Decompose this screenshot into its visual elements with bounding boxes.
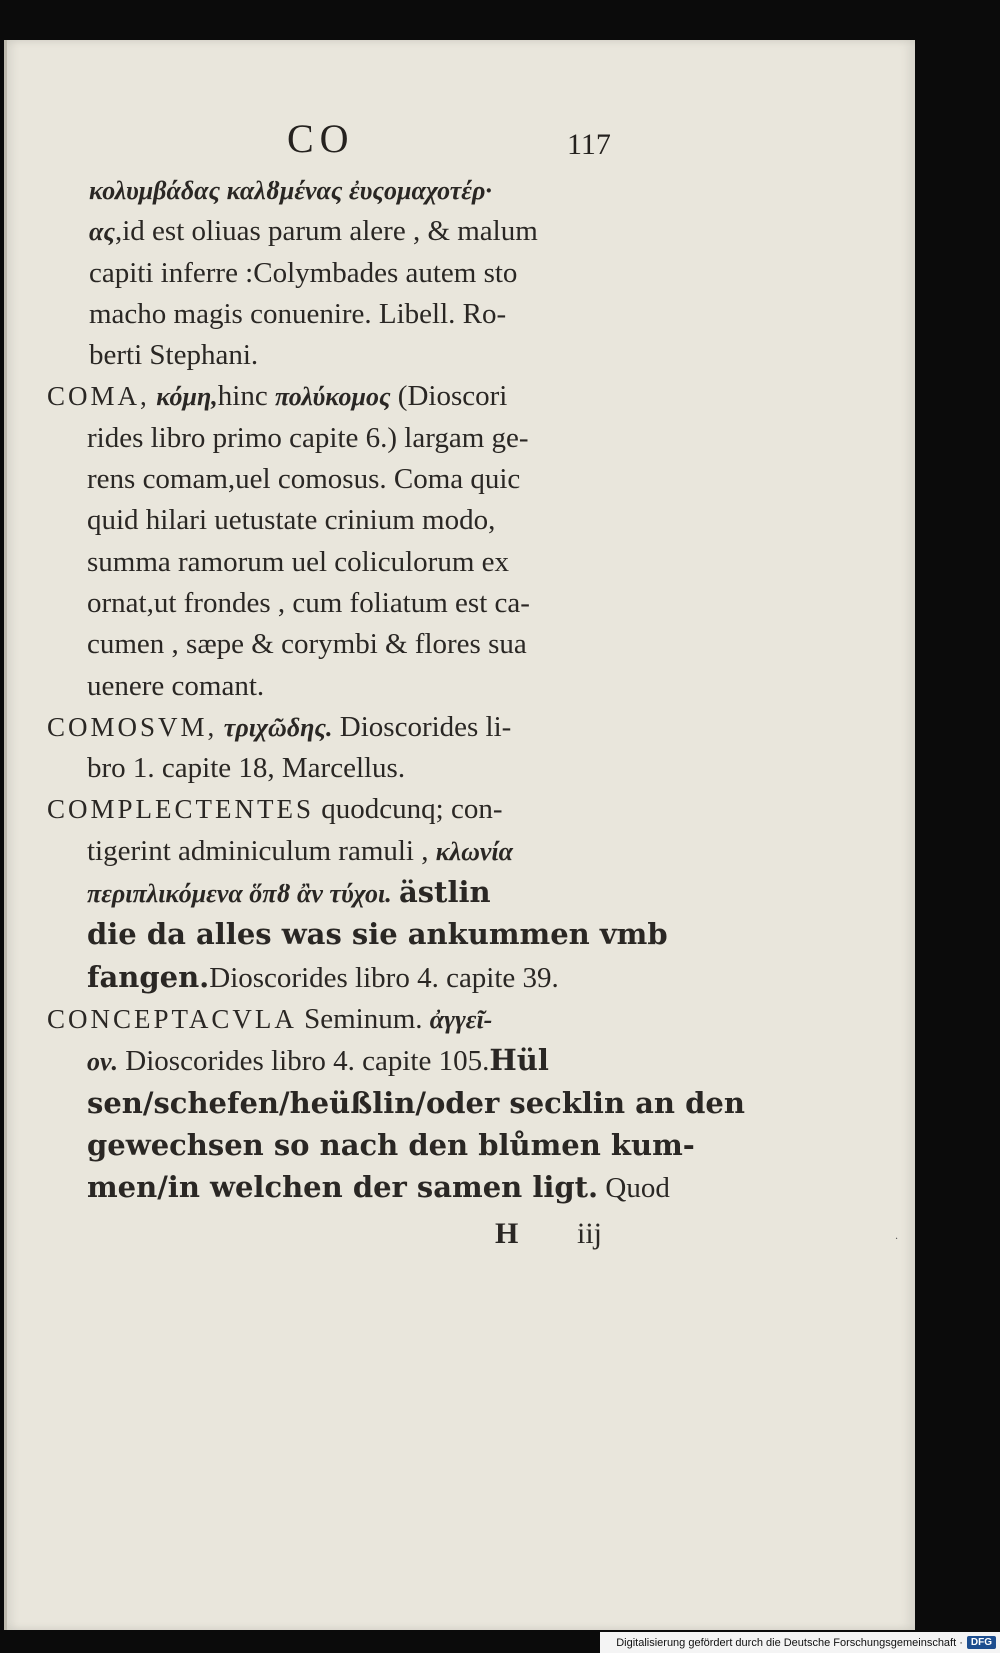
text-line [37, 500, 677, 541]
greek-text: ἀγγεῖ- [429, 1004, 493, 1034]
text-line [37, 1040, 677, 1082]
greek-text: ον. [87, 1047, 119, 1077]
entry-coma [37, 376, 677, 706]
entry-conceptacula [37, 999, 745, 1209]
text-line [37, 253, 677, 294]
text-line [37, 170, 677, 211]
latin-text: berti Stephani. [89, 339, 259, 372]
text-line [37, 999, 677, 1040]
greek-text: τριχῶδης. [217, 712, 333, 742]
latin-text: ,id est oliuas parum alere , & malum [114, 215, 538, 248]
text-line [37, 707, 677, 748]
edge-mark: · [895, 1234, 899, 1245]
text-line [37, 831, 677, 872]
text-line [37, 624, 677, 665]
greek-text: κόμη, [149, 382, 218, 412]
entry-cont [37, 170, 677, 376]
latin-text: quid hilari uetustate crinium modo, [87, 504, 496, 537]
latin-text: capiti inferre :Colymbades autem sto [89, 256, 518, 289]
text-line [37, 376, 677, 417]
latin-text: cumen , sæpe & corymbi & flores sua [87, 628, 527, 661]
latin-text: Dioscorides libro 4. capite 39. [209, 961, 559, 994]
lemma: COMPLECTENTES [47, 794, 315, 825]
latin-text: (Dioscori [390, 380, 508, 413]
dictionary-entries [37, 170, 745, 1209]
lemma: CONCEPTACVLA [47, 1003, 297, 1034]
german-text: die da alles was sie ankummen vmb [87, 917, 668, 952]
greek-text: περιπλικόμενα ὅπȣ ἂν τύχοι. [87, 879, 392, 909]
text-line [37, 666, 677, 707]
text-line [37, 211, 677, 252]
latin-text: summa ramorum uel coliculorum ex [87, 545, 510, 578]
text-line [37, 872, 677, 914]
entry-comosum [37, 707, 677, 790]
latin-text: rens comam,uel comosus. Coma quic [87, 463, 521, 496]
dfg-logo: DFG [967, 1636, 996, 1649]
text-line [37, 1167, 677, 1209]
german-text: fangen. [87, 959, 210, 994]
latin-text: hinc [217, 380, 275, 413]
footer-credit: Digitalisierung gefördert durch die Deutsche Forschungsgemeinschaft · [616, 1636, 963, 1649]
signature-mark: H [495, 1217, 519, 1251]
text-line [37, 418, 677, 459]
text-line [37, 748, 677, 789]
text-block [37, 116, 745, 1253]
entry-complectentes [37, 789, 677, 998]
latin-text: uenere comant. [87, 669, 265, 702]
leaf-signature: iij [577, 1217, 603, 1251]
text-line [37, 914, 677, 956]
text-line [37, 583, 677, 624]
running-header [37, 116, 677, 170]
german-text: ästlin [398, 875, 491, 910]
latin-text: bro 1. capite 18, Marcellus. [87, 752, 406, 785]
lemma: COMOSVM, [47, 711, 218, 742]
latin-text: macho magis conuenire. Libell. Ro- [89, 297, 507, 330]
latin-text: quodcunq; con- [314, 793, 503, 826]
greek-text: κλωνία [435, 836, 514, 866]
page-number: 117 [567, 128, 611, 161]
text-line [37, 459, 677, 500]
text-line [37, 1083, 745, 1125]
german-text: sen/schefen/heüßlin/oder secklin an den [87, 1085, 745, 1120]
text-line [37, 294, 677, 335]
latin-text: rides libro primo capite 6.) largam ge- [87, 421, 529, 454]
text-line [37, 789, 677, 830]
book-page [4, 40, 915, 1630]
latin-text: Quod [598, 1172, 670, 1205]
latin-text: Dioscorides libro 4. capite 105. [118, 1045, 490, 1078]
latin-text: tigerint adminiculum ramuli , [87, 834, 436, 867]
text-line [37, 542, 677, 583]
digitization-footer [600, 1632, 1000, 1653]
greek-text: ας [89, 217, 115, 247]
latin-text: Seminum. [296, 1002, 430, 1035]
german-text: men/in welchen der samen ligt. [87, 1170, 599, 1205]
latin-text: ornat,ut frondes , cum foliatum est ca- [87, 586, 530, 619]
text-line [37, 1125, 695, 1167]
greek-text: κολυμβάδας καλȣμένας ἐυςομαχοτέρ· [89, 176, 492, 205]
lemma: COMA, [47, 381, 150, 412]
text-line [37, 335, 677, 376]
german-text: gewechsen so nach den blůmen kum- [87, 1127, 695, 1162]
text-line [37, 957, 677, 999]
latin-text: Dioscorides li- [332, 710, 512, 743]
latin-text [392, 877, 399, 909]
greek-text: πολύκομος [274, 382, 391, 412]
header-letters: CO [287, 116, 355, 161]
german-text: Hül [489, 1043, 549, 1078]
signature-line [37, 1209, 677, 1253]
